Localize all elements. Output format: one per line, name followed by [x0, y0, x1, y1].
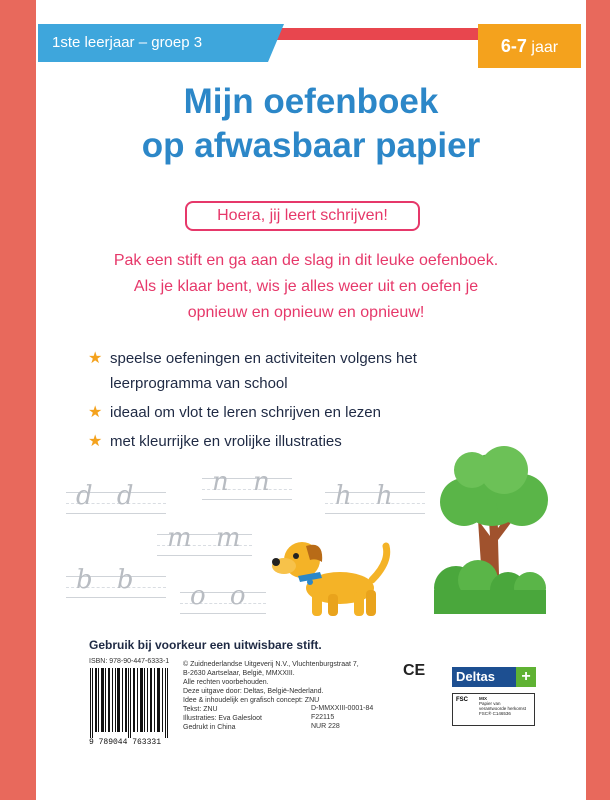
code-line: F22115: [311, 714, 335, 721]
age-unit: jaar: [526, 39, 559, 56]
credit-line: Idee & inhoudelijk en grafisch concept: ZNU: [183, 697, 320, 704]
header-stripe: [268, 28, 490, 40]
fsc-line-2: verantwoorde herkomst: [479, 706, 527, 711]
fsc-code: FSC® C146536: [479, 711, 511, 716]
credit-line: Tekst: ZNU: [183, 706, 218, 713]
age-tag: [478, 24, 581, 68]
feature-text: ideaal om vlot te leren schrijven en lezen: [110, 404, 381, 421]
fsc-logo: FSC: [456, 697, 468, 703]
book-title: [36, 80, 586, 168]
tracing-line-o: [180, 581, 266, 614]
tracing-letters: m m: [167, 523, 249, 553]
dog-illustration: [268, 532, 398, 622]
plus-icon: +: [516, 667, 536, 687]
credit-line: Gedrukt in China: [183, 724, 236, 731]
tracing-letters: o o: [190, 581, 254, 611]
product-codes: [311, 704, 373, 731]
star-icon: ★: [88, 350, 103, 367]
tracing-line-m: [157, 523, 252, 556]
barcode-number: 9 789044 763331: [89, 738, 162, 747]
credit-line: Alle rechten voorbehouden.: [183, 679, 269, 686]
code-line: D-MMXXIII-0001-84: [311, 705, 374, 712]
fsc-mix: MIX: [479, 696, 488, 701]
feature-item: [88, 400, 488, 425]
tracing-line-n: [202, 467, 292, 500]
ce-mark: CE: [403, 662, 426, 679]
age-number: 6-7: [500, 36, 527, 56]
intro-line-1: Pak een stift en ga aan de slag in dit leuke oefenboek.: [113, 252, 499, 269]
star-icon: ★: [88, 404, 103, 421]
grade-label: 1ste leerjaar – groep 3: [52, 34, 203, 51]
grade-tag: [38, 24, 268, 62]
marker-note: Gebruik bij voorkeur een uitwisbare stift.: [89, 638, 322, 652]
tracing-letters: h h: [335, 481, 401, 511]
title-line-2: op afwasbaar papier: [141, 126, 481, 165]
tracing-line-b: [66, 565, 166, 598]
tracing-line-d: [66, 481, 166, 514]
credit-line: B-2630 Aartselaar, België, MMXXIII.: [183, 670, 295, 677]
tracing-letters: d d: [76, 481, 142, 511]
tracing-line-h: [325, 481, 425, 514]
feature-item: [88, 346, 488, 396]
fsc-text: [479, 696, 526, 716]
fsc-line-1: Papier van: [479, 701, 501, 706]
tracing-letters: n n: [212, 467, 278, 497]
intro-line-2: Als je klaar bent, wis je alles weer uit en oefen je: [133, 278, 479, 295]
credit-line: Illustraties: Eva Galesloot: [183, 715, 262, 722]
intro-text: [56, 248, 556, 326]
star-icon: ★: [88, 433, 103, 450]
tree-illustration: [412, 440, 572, 620]
credit-line: © Zuidnederlandse Uitgeverij N.V., Vluchtenburgstraat 7,: [183, 661, 359, 668]
intro-line-3: opnieuw en opnieuw en opnieuw!: [187, 304, 425, 321]
credit-line: Deze uitgave door: Deltas, België-Nederland.: [183, 688, 324, 695]
tracing-letters: b b: [76, 565, 142, 595]
publisher-name: Deltas: [456, 669, 496, 684]
feature-text-cont: leerprogramma van school: [110, 375, 288, 392]
title-line-1: Mijn oefenboek: [183, 82, 439, 121]
fsc-label: [452, 693, 535, 726]
feature-text: met kleurrijke en vrolijke illustraties: [110, 433, 342, 450]
publisher-logo: [452, 667, 536, 687]
feature-list: [88, 346, 488, 454]
isbn-label: ISBN: 978-90-447-6333-1: [89, 658, 170, 665]
code-line: NUR 228: [311, 723, 340, 730]
barcode: [89, 668, 169, 738]
feature-text: speelse oefeningen en activiteiten volgens het: [110, 350, 417, 367]
tagline-badge: Hoera, jij leert schrijven!: [185, 201, 420, 231]
